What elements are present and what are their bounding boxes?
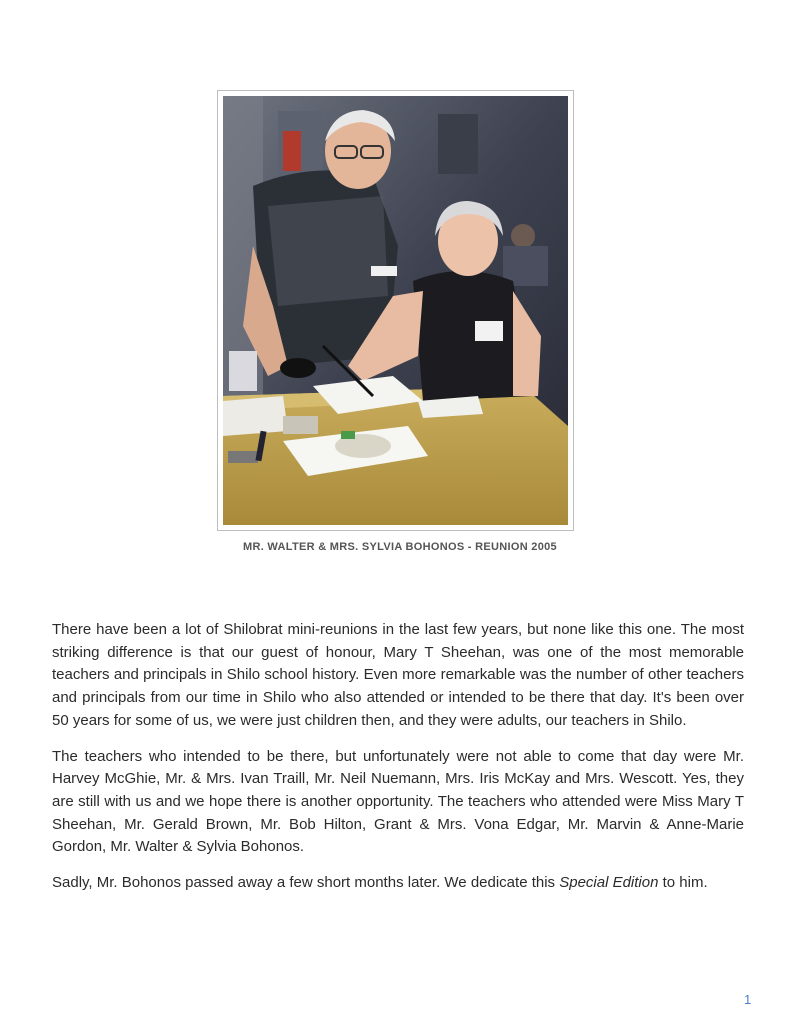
reunion-photo (223, 96, 568, 525)
dedication-text-end: to him. (658, 874, 708, 892)
article-body (52, 619, 744, 908)
special-edition-emphasis: Special Edition (559, 874, 659, 892)
photo-caption: MR. WALTER & MRS. SYLVIA BOHONOS - REUNION 2005 (243, 541, 557, 553)
page-number: 1 (744, 992, 752, 1007)
article-paragraph-dedication (52, 872, 744, 895)
article-paragraph: The teachers who intended to be there, but unfortunately were not able to come that day were Mr. Harvey McGhie, Mr. & Mrs. Ivan Traill, Mr. Neil Nuemann, Mrs. Iris McKay and Mrs. Wescott. Yes, they are still with us and we hope there is another opportunity. The teachers who attended were Miss Mary T Sheehan, Mr. Gerald Brown, Mr. Bob Hilton, Grant & Mrs. Vona Edgar, Mr. Marvin & Anne-Marie Gordon, Mr. Walter & Sylvia Bohonos. (52, 747, 744, 856)
photo-frame (217, 90, 574, 531)
article-paragraph: There have been a lot of Shilobrat mini-reunions in the last few years, but none like this one. The most striking difference is that our guest of honour, Mary T Sheehan, was one of the most memorable teachers and principals in Shilo school history. Even more remarkable was the number of other teachers and principals from our time in Shilo who also attended or intended to be there that day. It's been over 50 years for some of us, we were just children then, and they were adults, our teachers in Shilo. (52, 621, 744, 729)
dedication-text-start: Sadly, Mr. Bohonos passed away a few short months later. We dedicate this (52, 874, 560, 892)
